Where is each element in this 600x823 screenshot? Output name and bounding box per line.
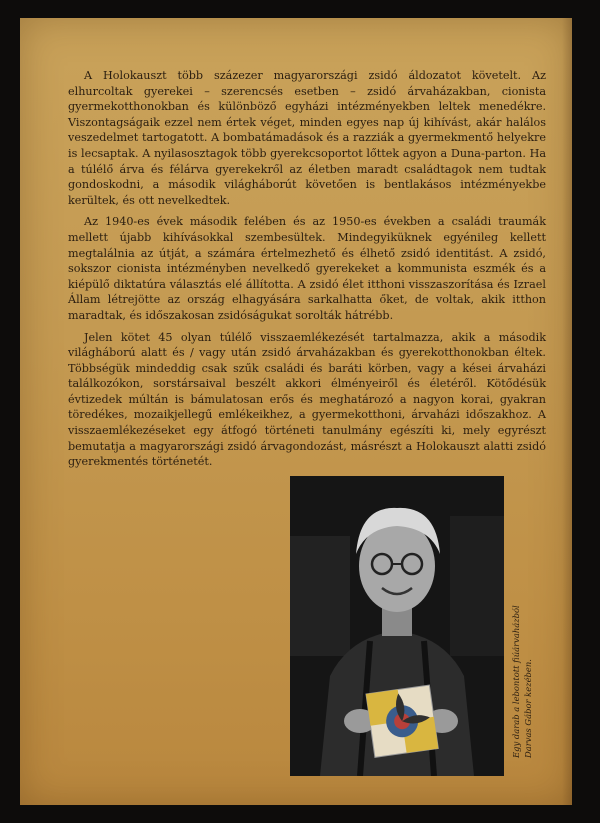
photo-caption <box>510 568 546 758</box>
blurb-paragraph-2: Az 1940-es évek második felében és az 1950-es években a családi traumák mellett újabb kihívásokkal szembesültek. Mindegyiküknek egyénileg kellett megtalálnia az útját, a számára értelmezhető és élhető zsidó identitást. A zsidó, sokszor cionista intézményben nevelkedő gyerekeket a kommunista eszmék és a kiépülő diktatúra választás elé állította. A zsidó élet itthoni visszaszorítása és Izrael Állam létrejötte az ország elhagyására sarkalhatta őket, de voltak, akik itthon maradtak, és időszakosan zsidóságukat sorolták hátrébb. <box>68 215 546 322</box>
cover-edge-shadow <box>562 18 572 805</box>
photo-illustration <box>290 476 504 776</box>
caption-line-2: Darvas Gábor kezében. <box>523 659 533 758</box>
blurb-paragraph-3: Jelen kötet 45 olyan túlélő visszaemlékezését tartalmazza, akik a második világháború alatt és / vagy után zsidó árvaházakban és gyerekotthonokban éltek. Többségük mindeddig csak szűk családi és baráti körben, vagy a kései árvaházi találkozókon, sorstársaival beszélt akkori élményeiről és életéről. Kötődésük évtizedek múltán is bámulatosan erős és meghatározó a nagyon korai, gyakran töredékes, mozaikjellegű emlékeikhez, a gyermekotthoni, árvaházi időszakhoz. A visszaemlékezéseket egy átfogó történeti tanulmány egészíti ki, mely egyrészt bemutatja a magyarországi zsidó árvagondozást, másrészt a Holokauszt alatti zsidó gyerekmentés történetét. <box>68 330 546 469</box>
caption-line-1: Egy darab a lebontott fiúárvaházból <box>511 605 521 758</box>
back-cover-blurb <box>68 68 546 476</box>
blurb-paragraph-1: A Holokauszt több százezer magyarországi zsidó áldozatot követelt. Az elhurcoltak gyerekei – szerencsés esetben – zsidó árvaházakban, cionista gyermekotthonokban és különböző egyházi intézményekben leltek menedékre. Viszontagságaik ezzel nem értek véget, minden egyes nap új kihívást, akár halálos veszedelmet tartogatott. A bombatámadások és a razziák a gyermekmentő helyekre is lecsaptak. A nyilasosztagok több gyerekcsoportot lőttek agyon a Duna-parton. Ha a túlélő árva és félárva gyerekekről az életben maradt családtagok nem tudtak gondoskodni, a második világháborút követően is bentlakásos intézményekbe kerültek, és ott nevelkedtek. <box>68 69 546 207</box>
author-photo <box>290 476 504 776</box>
